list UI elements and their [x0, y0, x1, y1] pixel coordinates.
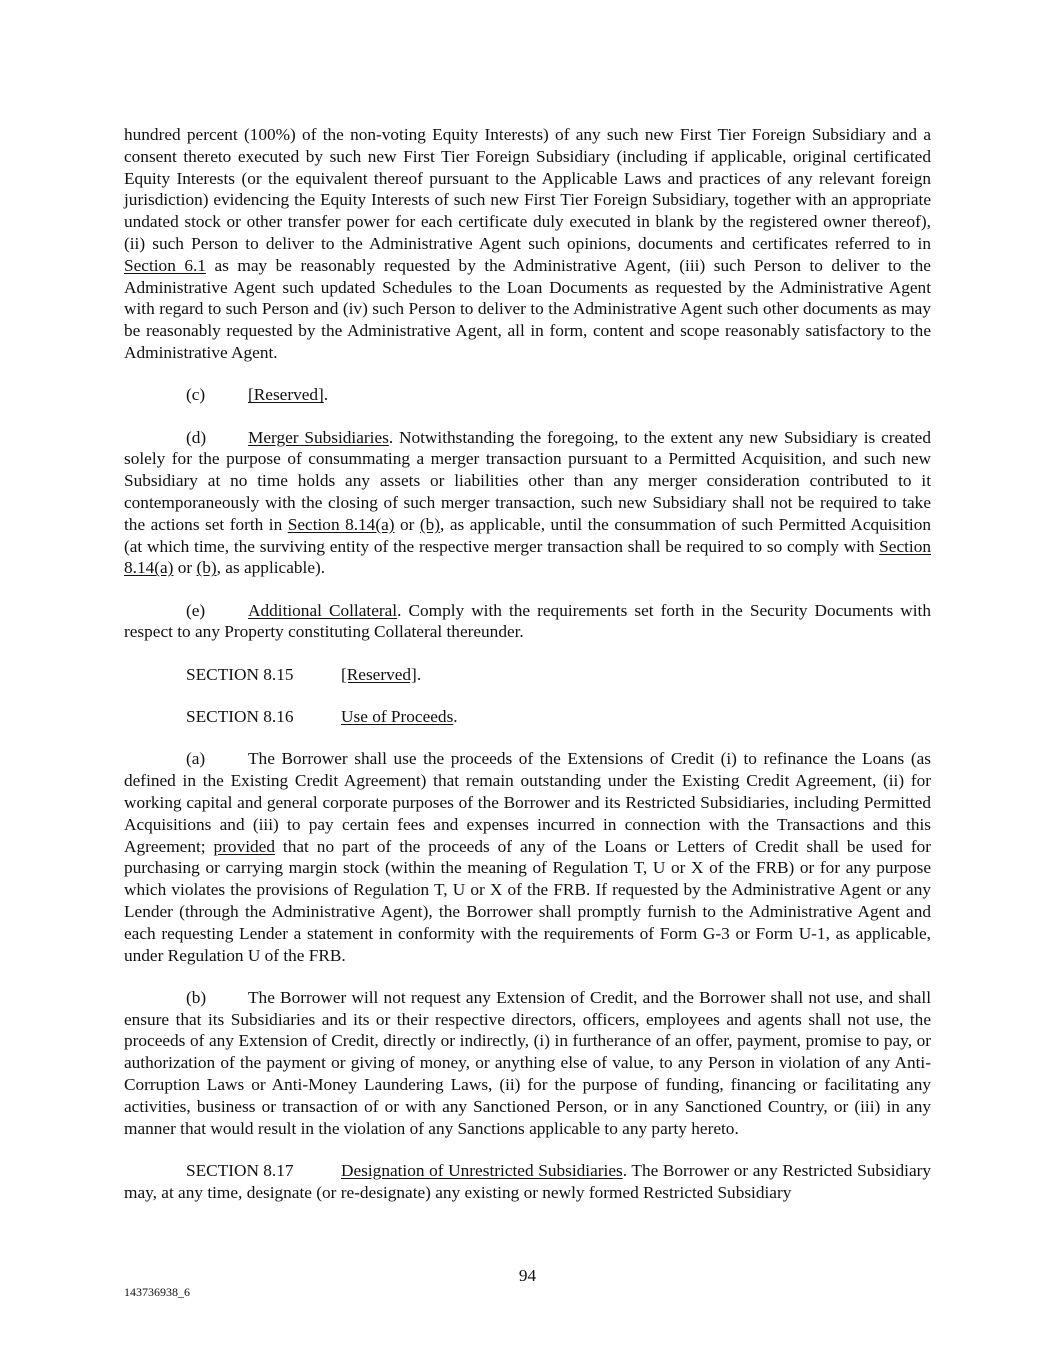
clause-label: (d) [186, 427, 207, 447]
clause-b-reference: (b) [419, 514, 441, 534]
section-8-16: SECTION 8.16 Use of Proceeds. [186, 707, 458, 727]
clause-label: (b) [186, 987, 207, 1007]
clause-heading: [Reserved] [248, 385, 324, 405]
page-number: 94 [518, 1266, 537, 1285]
clause-label: (e) [186, 600, 206, 620]
section-heading: Use of Proceeds [341, 707, 454, 727]
paragraph-d: (d) Merger Subsidiaries. Notwithstanding the foregoing, to the extent any new Subsidiary is created solely for the purpose of consummating a merger transaction pursuant to a Permitted Acquisition, and such new Subsidiary at no time holds any assets or liabilities other than any merger consideration contributed to it contemporaneously with the closing of such merger transaction, such new Subsidiary shall not be required to take the actions set forth in Section 8.14(a) or (b), as applicable, until the consummation of such Permitted Acquisition (at which time, the surviving entity of the respective merger transaction shall be required to so comply with Section 8.14(a) or (b), as applicable). [124, 427, 931, 578]
section-8-15: SECTION 8.15 [Reserved]. [186, 664, 422, 684]
section-label: SECTION 8.16 [186, 707, 294, 727]
paragraph-continuation: hundred percent (100%) of the non-voting Equity Interests) of any such new First Tier Foreign Subsidiary and a consent thereto executed by such new First Tier Foreign Subsidiary (including if applicable, original certificated Equity Interests (or the equivalent thereof pursuant to the Applicable Laws and practices of any relevant foreign jurisdiction) evidencing the Equity Interests of such new First Tier Foreign Subsidiary, together with an appropriate undated stock or other transfer power for each certificate duly executed in blank by the registered owner thereof), (ii) such Person to deliver to the Administrative Agent such opinions, documents and certificates referred to in Section 6.1 as may be reasonably requested by the Administrative Agent, (iii) such Person to deliver to the Administrative Agent such updated Schedules to the Loan Documents as requested by the Administrative Agent with regard to such Person and (iv) such Person to deliver to the Administrative Agent such other documents as may be reasonably requested by the Administrative Agent, all in form, content and scope reasonably satisfactory to the Administrative Agent. [124, 125, 931, 362]
clause-label: (c) [186, 385, 206, 405]
provided-term: provided [213, 836, 275, 856]
section-8-14a-reference: Section 8.14(a) [124, 536, 931, 578]
paragraph-a: (a) The Borrower shall use the proceeds of the Extensions of Credit (i) to refinance the Loans (as defined in the Existing Credit Agreement) that remain outstanding under the Existing Credit Agreement, (ii) for working capital and general corporate purposes of the Borrower and its Restricted Subsidiaries, including Permitted Acquisitions and (iii) to pay certain fees and expenses incurred in connection with the Transactions and this Agreement; provided that no part of the proceeds of any of the Loans or Letters of Credit shall be used for purchasing or carrying margin stock (within the meaning of Regulation T, U or X of the FRB) or for any purpose which violates the provisions of Regulation T, U or X of the FRB. If requested by the Administrative Agent or any Lender (through the Administrative Agent), the Borrower shall promptly furnish to the Administrative Agent and each requesting Lender a statement in conformity with the requirements of Form G-3 or Form U-1, as applicable, under Regulation U of the FRB. [124, 749, 931, 965]
section-6-1-reference: Section 6.1 [124, 255, 206, 275]
clause-heading: Additional Collateral [248, 600, 398, 620]
section-8-14a-reference: Section 8.14(a) [287, 514, 395, 534]
section-label: SECTION 8.15 [186, 664, 294, 684]
document-id: 143736938_6 [124, 1285, 190, 1299]
section-label: SECTION 8.17 [186, 1160, 294, 1180]
clause-label: (a) [186, 749, 206, 769]
section-heading: Designation of Unrestricted Subsidiaries [341, 1160, 623, 1180]
paragraph-b: (b) The Borrower will not request any Extension of Credit, and the Borrower shall not use, and shall ensure that its Subsidiaries and its or their respective directors, officers, employees and agents shall not use, the proceeds of any Extension of Credit, directly or indirectly, (i) in furtherance of an offer, payment, promise to pay, or authorization of the payment or giving of money, or anything else of value, to any Person in violation of any Anti-Corruption Laws or Anti-Money Laundering Laws, (ii) for the purpose of funding, financing or facilitating any activities, business or transaction of or with any Sanctioned Person, or in any Sanctioned Country, or (iii) in any manner that would result in the violation of any Sanctions applicable to any party hereto. [124, 987, 931, 1138]
clause-b-reference: (b) [196, 558, 217, 578]
document-body [124, 124, 931, 1224]
section-heading: [Reserved] [341, 664, 417, 684]
paragraph-e: (e) Additional Collateral. Comply with the requirements set forth in the Security Documents with respect to any Property constituting Collateral thereunder. [124, 600, 931, 642]
section-8-17: SECTION 8.17 Designation of Unrestricted Subsidiaries. The Borrower or any Restricted Subsidiary may, at any time, designate (or re-designate) any existing or newly formed Restricted Subsidiary [124, 1160, 932, 1202]
paragraph-c: (c) [Reserved]. [186, 385, 329, 405]
clause-heading: Merger Subsidiaries [248, 427, 389, 447]
